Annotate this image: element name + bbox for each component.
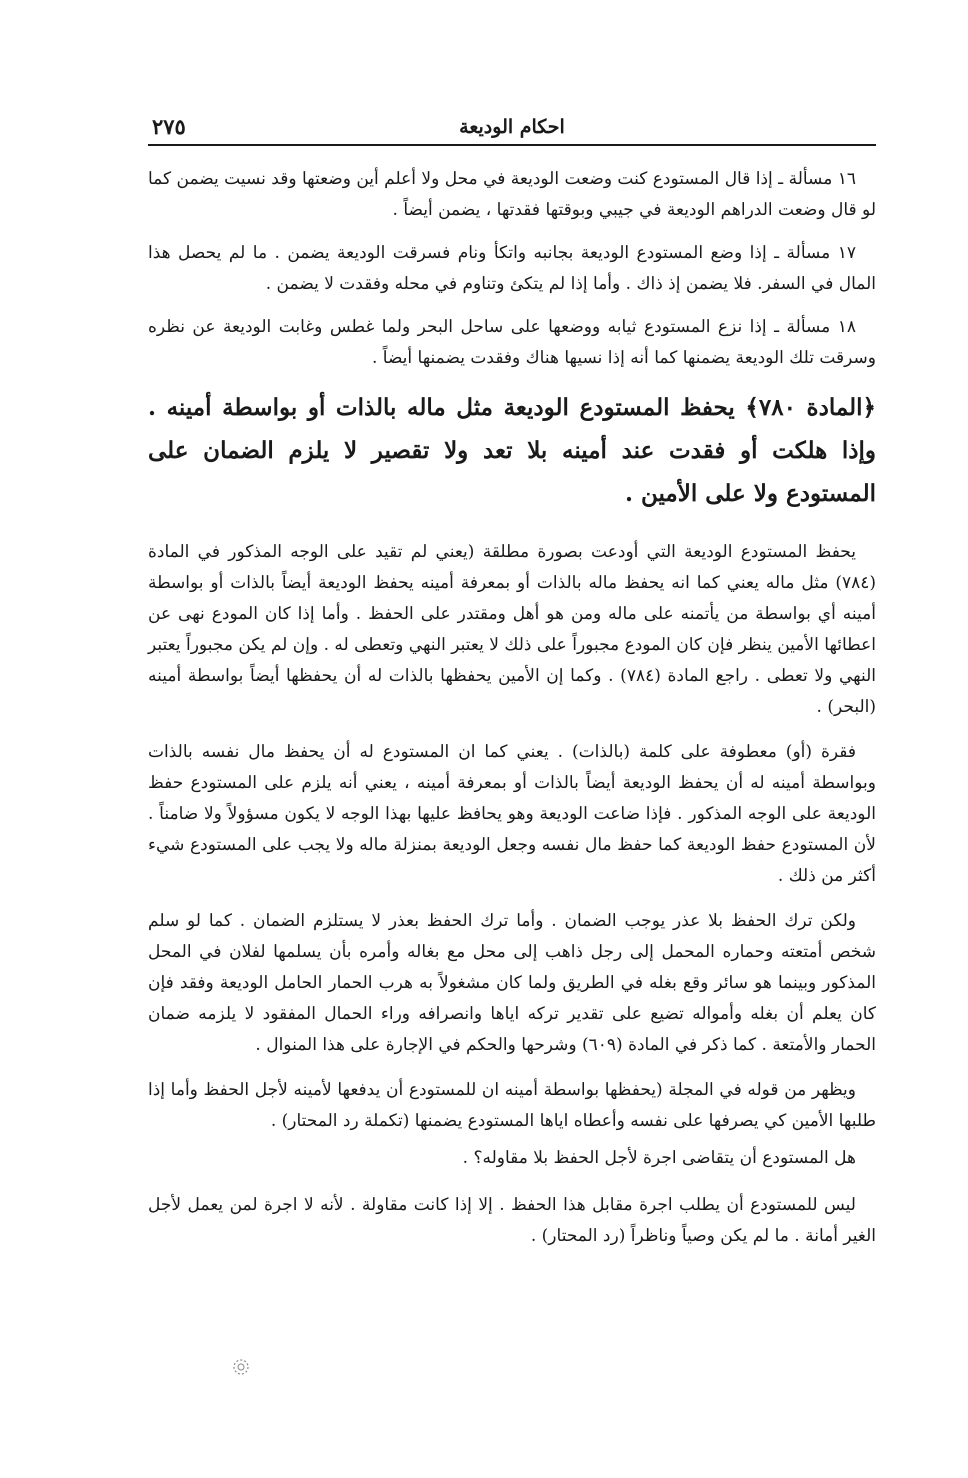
article-780: ﴿المادة ٧٨٠﴾ يحفظ المستودع الوديعة مثل ماله بالذات أو بواسطة أمينه . وإذا هلكت أو فقدت عند أمينه بلا تعد ولا تقصير لا يلزم الضمان على المستودع ولا على الأمين . (148, 394, 876, 507)
issue-17: ١٧ مسألة ـ إذا وضع المستودع الوديعة بجانبه واتكأ ونام فسرقت الوديعة يضمن . ما لم يحصل هذا المال في السفر. فلا يضمن إذ ذاك . وأما إذا لم يتكئ وتناوم في محله وفقدت لا يضمن . (148, 243, 876, 294)
ornament-icon (228, 1356, 254, 1382)
question-paragraph: هل المستودع أن يتقاضى اجرة لأجل الحفظ بلا مقاوله؟ . (462, 1148, 856, 1168)
chapter-title: احكام الوديعة (459, 116, 565, 138)
commentary-paragraph: ويظهر من قوله في المجلة (يحفظها بواسطة أمينه ان للمستودع أن يدفعها لأمينه لأجل الحفظ وأما إذا طلبها الأمين كي يصرفها على نفسه وأعطاه اياها المستودع يضمنها (تكملة رد المحتار) . (148, 1080, 876, 1131)
page (148, 112, 876, 1266)
issue-16: ١٦ مسألة ـ إذا قال المستودع كنت وضعت الوديعة في محل ولا أعلم أين وضعتها وقد نسيت يضمن كما لو قال وضعت الدراهم الوديعة في جيبي وبوقتها فقدتها ، يضمن أيضاً . (148, 169, 876, 220)
answer-paragraph: ليس للمستودع أن يطلب اجرة مقابل هذا الحفظ . إلا إذا كانت مقاولة . لأنه لا اجرة لمن يعمل لأجل الغير أمانة . ما لم يكن وصياً وناظراً (رد المحتار) . (148, 1195, 876, 1246)
commentary-paragraph: ولكن ترك الحفظ بلا عذر يوجب الضمان . وأما ترك الحفظ بعذر لا يستلزم الضمان . كما لو سلم شخص أمتعته وحماره المحمل إلى رجل ذاهب إلى محل مع بغاله وأمره بأن يسلمها لفلان في المحل المذكور وبينما هو سائر وقع بغله في الطريق ولما كان مشغولاً به هرب الحمار الحامل الوديعة وفقد فإن كان يعلم أن بغله وأمواله تضيع على تقدير تركه اياها وانصرافه وراء الحمال المفقود لا يلزمه ضمان الحمار والأمتعة . كما ذكر في المادة (٦٠٩) وشرحها والحكم في الإجارة على هذا المنوال . (148, 911, 876, 1055)
page-number: ٢٧٥ (152, 114, 186, 139)
running-header (148, 112, 876, 146)
commentary-paragraph: فقرة (أو) معطوفة على كلمة (بالذات) . يعني كما ان المستودع له أن يحفظ مال نفسه بالذات وبواسطة أمينه له أن يحفظ الوديعة أيضاً بالذات أو بمعرفة أمينه ، يعني أنه يلزم على المستودع حفظ الوديعة على الوجه المذكور . فإذا ضاعت الوديعة وهو يحافظ عليها بهذا الوجه لا يكون مسؤولاً ولا ضامناً . لأن المستودع حفظ الوديعة كما حفظ مال نفسه وجعل الوديعة بمنزلة ماله ولا يجب على المستودع شيء أكثر من ذلك . (148, 742, 876, 886)
commentary-paragraph: يحفظ المستودع الوديعة التي أودعت بصورة مطلقة (يعني لم تقيد على الوجه المذكور في المادة (٧٨٤) مثل ماله يعني كما انه يحفظ ماله بالذات أو بمعرفة أمينه يحفظ الوديعة أيضاً بالذات أو بواسطة أمينه أي بواسطة من يأتمنه على ماله ومن هو أهل ومقتدر على الحفظ . وأما إذا كان المودع نهى عن اعطائها الأمين ينظر فإن كان المودع مجبوراً على ذلك لا يعتبر النهي وتعطى له . وإن لم يكن مجبوراً يعتبر النهي ولا تعطى . راجع المادة (٧٨٤) . وكما إن الأمين يحفظها بالذات له أن يحفظها أيضاً بواسطة أمينه (البحر) . (148, 542, 877, 717)
issue-18: ١٨ مسألة ـ إذا نزع المستودع ثيابه ووضعها على ساحل البحر ولما غطس وغابت الوديعة عن نظره وسرقت تلك الوديعة يضمنها كما أنه إذا نسيها هناك وفقدت يضمنها أيضاً . (148, 317, 876, 368)
